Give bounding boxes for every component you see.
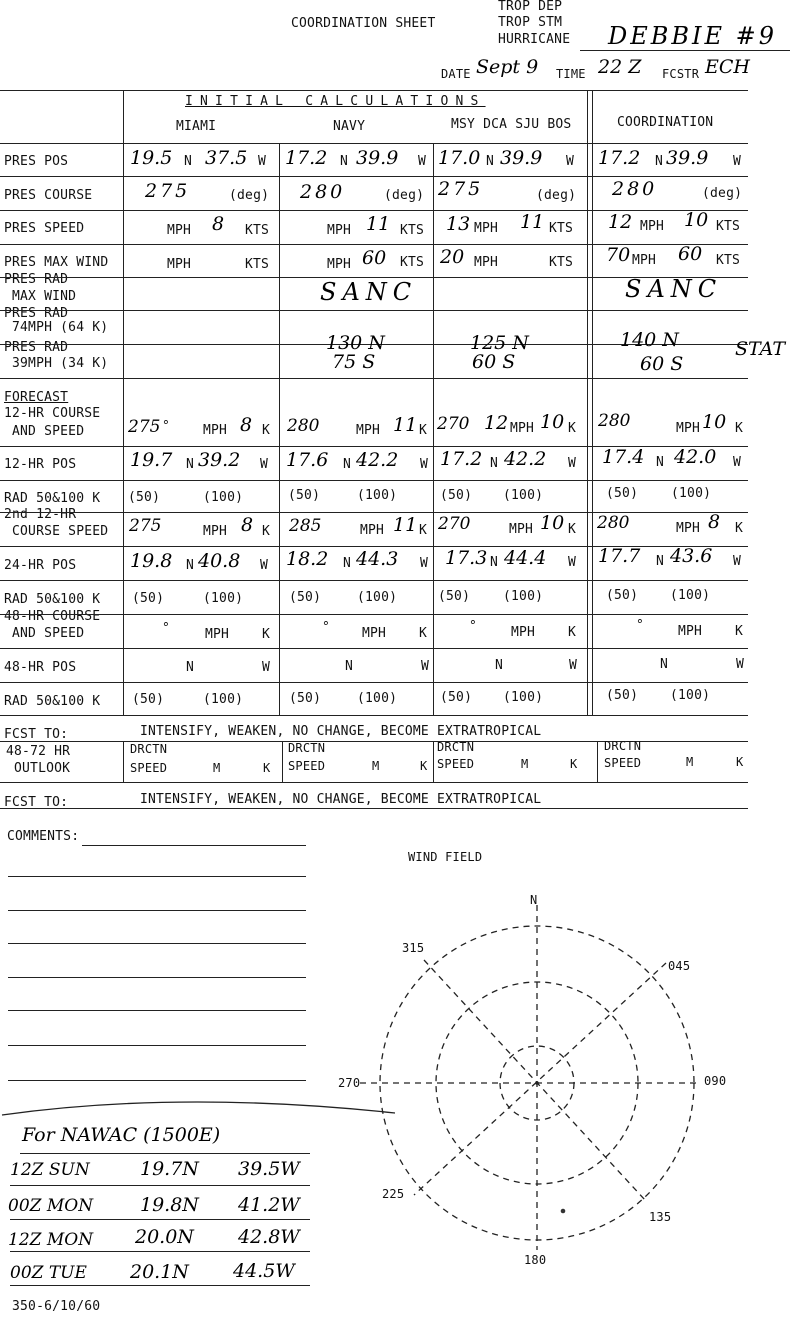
m-label: M (372, 759, 380, 773)
w-label: W (569, 658, 578, 673)
miami-pos24-lat: 19.8 (130, 550, 173, 572)
mph-label: MPH (511, 625, 536, 640)
row-pres-course: PRES COURSE (4, 188, 93, 203)
deg-label: (deg) (384, 188, 425, 203)
axis-315-135 (424, 960, 645, 1200)
n-label: N (486, 154, 495, 169)
wind-045-label: 045 (668, 959, 691, 973)
speed-label: SPEED (437, 757, 475, 771)
sheet-title: COORDINATION SHEET (291, 16, 436, 31)
r100-label: (100) (671, 486, 712, 501)
row-rad50-a: RAD 50&100 K (4, 491, 101, 506)
w-label: W (733, 455, 742, 470)
speed-label: SPEED (130, 761, 168, 775)
k-label: K (262, 524, 271, 539)
form-id: 350-6/10/60 (12, 1299, 101, 1314)
k-label: K (570, 757, 578, 771)
note-title: For NAWAC (1500E) (22, 1124, 221, 1146)
w-label: W (421, 659, 430, 674)
time-value: 22 Z (598, 56, 642, 78)
wind-135-label: 135 (649, 1210, 672, 1224)
r100-label: (100) (503, 488, 544, 503)
kts-label: KTS (400, 255, 425, 270)
r50-label: (50) (132, 692, 165, 707)
w-label: W (733, 154, 742, 169)
r100-label: (100) (203, 490, 244, 505)
comments-label: COMMENTS: (7, 829, 80, 844)
navy-c2nd: 285 (289, 516, 322, 536)
r100-label: (100) (670, 588, 711, 603)
fcst-options-2: INTENSIFY, WEAKEN, NO CHANGE, BECOME EXTRATROPICAL (140, 792, 542, 807)
mph-label: MPH (474, 221, 499, 236)
coord-pos-lat: 17.2 (598, 147, 641, 169)
n-label: N (490, 555, 499, 570)
drctn-label: DRCTN (130, 742, 168, 756)
kts-label: KTS (549, 221, 574, 236)
miami-pos12-lon: 39.2 (198, 449, 241, 471)
k-label: K (568, 625, 577, 640)
mph-label: MPH (676, 521, 701, 536)
degree-label: ° (469, 619, 478, 634)
msy-pos12-lat: 17.2 (440, 448, 483, 470)
n-label: N (186, 457, 195, 472)
w-label: W (420, 457, 429, 472)
r100-label: (100) (203, 591, 244, 606)
note-lat-2: 19.8N (140, 1194, 199, 1216)
kts-label: KTS (245, 257, 270, 272)
r50-label: (50) (289, 691, 322, 706)
n-label: N (495, 658, 504, 673)
n-label: N (343, 457, 352, 472)
kts-label: KTS (549, 255, 574, 270)
n-label: N (656, 455, 665, 470)
navy-rad39-a: 130 N (326, 332, 385, 354)
msy-course: 275 (438, 178, 484, 200)
fcstr-value: ECH (705, 56, 750, 78)
msy-pos-lat: 17.0 (438, 147, 481, 169)
miami-pos-lat: 19.5 (130, 147, 173, 169)
wind-180-label: 180 (524, 1253, 547, 1267)
mph-label: MPH (327, 223, 352, 238)
drctn-label: DRCTN (604, 739, 642, 753)
navy-rad-max: SANC (320, 278, 418, 306)
n-label: N (343, 556, 352, 571)
k-label: K (420, 759, 428, 773)
row-pres-max-wind: PRES MAX WIND (4, 255, 109, 270)
coord-c2nd-k: 8 (708, 511, 721, 533)
row-fcst-to: FCST TO: (4, 727, 69, 742)
note-lon-3: 42.8W (238, 1226, 300, 1248)
navy-pos12-lon: 42.2 (356, 449, 399, 471)
row-2nd-12hr: 2nd 12-HR (4, 507, 77, 522)
k-label: K (419, 523, 428, 538)
plot-dot (561, 1209, 566, 1214)
w-label: W (262, 660, 271, 675)
note-time-2: 00Z MON (8, 1196, 94, 1216)
navy-max-kts: 60 (362, 247, 387, 269)
r50-label: (50) (288, 488, 321, 503)
k-label: K (735, 521, 744, 536)
r50-label: (50) (128, 490, 161, 505)
coord-rad39-a: 140 N (620, 329, 679, 351)
w-label: W (418, 154, 427, 169)
mph-label: MPH (167, 257, 192, 272)
k-label: K (262, 423, 271, 438)
r100-label: (100) (670, 688, 711, 703)
row-outlook: 48-72 HR (6, 744, 71, 759)
speed-label: SPEED (604, 756, 642, 770)
miami-pos-lon: 37.5 (205, 147, 248, 169)
coord-c2nd: 280 (597, 513, 630, 533)
row-course-speed: COURSE SPEED (12, 524, 109, 539)
r50-label: (50) (606, 688, 639, 703)
msy-c12: 270 (437, 414, 470, 434)
navy-c12: 280 (287, 416, 320, 436)
r100-label: (100) (357, 691, 398, 706)
wind-field-title: WIND FIELD (408, 850, 483, 864)
kts-label: KTS (716, 253, 741, 268)
miami-pos12-lat: 19.7 (130, 449, 173, 471)
kts-label: KTS (245, 223, 270, 238)
fcstr-label: FCSTR (662, 67, 700, 81)
degree-label: ° (162, 621, 171, 636)
msy-pos12-lon: 42.2 (504, 448, 547, 470)
col-msy: MSY DCA SJU BOS (451, 117, 572, 132)
coord-c12: 280 (598, 411, 631, 431)
row-pres-rad-74-2: 74MPH (64 K) (12, 320, 109, 335)
col-coordination: COORDINATION (617, 115, 714, 130)
row-fcst-to-2: FCST TO: (4, 795, 69, 810)
coord-rad39-b: 60 S (640, 353, 684, 375)
msy-rad39-b: 60 S (472, 351, 516, 373)
miami-pos24-lon: 40.8 (198, 550, 241, 572)
row-12hr-pos: 12-HR POS (4, 457, 77, 472)
m-label: M (521, 757, 529, 771)
r50-label: (50) (438, 589, 471, 604)
wind-225-label: 225 (382, 1187, 405, 1201)
miami-speed-kts: 8 (212, 213, 225, 235)
time-label: TIME (556, 67, 586, 81)
w-label: W (260, 457, 269, 472)
coord-pos12-lon: 42.0 (674, 446, 717, 468)
coord-pos12-lat: 17.4 (602, 446, 645, 468)
note-lat-4: 20.1N (130, 1261, 189, 1283)
w-label: W (260, 558, 269, 573)
degree-label: ° (322, 620, 331, 635)
coord-max-kts: 60 (678, 243, 703, 265)
row-outlook-2: OUTLOOK (14, 761, 71, 776)
r50-label: (50) (440, 488, 473, 503)
mph-label: MPH (362, 626, 387, 641)
w-label: W (258, 154, 267, 169)
row-pres-rad-max-wind-2: MAX WIND (12, 289, 77, 304)
navy-pos-lon: 39.9 (356, 147, 399, 169)
navy-course: 280 (300, 181, 346, 203)
drctn-label: DRCTN (437, 740, 475, 754)
note-time-1: 12Z SUN (10, 1160, 90, 1180)
row-forecast: FORECAST (4, 390, 69, 405)
k-label: K (736, 755, 744, 769)
deg-label: (deg) (536, 188, 577, 203)
r100-label: (100) (203, 692, 244, 707)
mph-label: MPH (474, 255, 499, 270)
coord-rad39-note: STAT (735, 338, 786, 360)
initial-calculations-title: INITIAL CALCULATIONS (185, 94, 486, 109)
n-label: N (490, 456, 499, 471)
row-pres-rad-39-2: 39MPH (34 K) (12, 356, 109, 371)
n-label: N (345, 659, 354, 674)
r50-label: (50) (289, 590, 322, 605)
deg-label: (deg) (702, 186, 743, 201)
type-trop-stm: TROP STM (498, 15, 563, 30)
m-label: M (213, 761, 221, 775)
note-lat-1: 19.7N (140, 1158, 199, 1180)
wind-270-label: 270 (338, 1076, 361, 1090)
k-label: K (419, 423, 428, 438)
coord-c12-k: 10 (702, 411, 727, 433)
k-label: K (735, 421, 744, 436)
n-label: N (655, 154, 664, 169)
k-label: K (568, 522, 577, 537)
k-label: K (419, 626, 428, 641)
row-rad50-c: RAD 50&100 K (4, 694, 101, 709)
navy-pos-lat: 17.2 (285, 147, 328, 169)
type-hurricane: HURRICANE (498, 32, 571, 47)
coord-course: 280 (612, 178, 658, 200)
w-label: W (733, 554, 742, 569)
m-label: M (686, 755, 694, 769)
k-label: K (735, 624, 744, 639)
center-dot (535, 1081, 539, 1085)
navy-pos12-lat: 17.6 (286, 449, 329, 471)
row-pres-rad-39: PRES RAD (4, 340, 69, 355)
coord-max-mph: 70 (606, 244, 631, 266)
note-time-3: 12Z MON (8, 1230, 94, 1250)
miami-course: 275 (145, 180, 191, 202)
r100-label: (100) (357, 590, 398, 605)
msy-c2nd-k: 10 (540, 512, 565, 534)
mph-label: MPH (203, 524, 228, 539)
navy-c2nd-k: 11 (393, 514, 418, 536)
note-lat-3: 20.0N (135, 1226, 194, 1248)
fcst-options: INTENSIFY, WEAKEN, NO CHANGE, BECOME EXTRATROPICAL (140, 724, 542, 739)
note-time-4: 00Z TUE (10, 1263, 87, 1283)
mph-label: MPH (327, 257, 352, 272)
msy-rad39-a: 125 N (470, 332, 529, 354)
miami-c12-k: 8 (240, 414, 253, 436)
w-label: W (566, 154, 575, 169)
row-and-speed: AND SPEED (12, 424, 85, 439)
r50-label: (50) (606, 588, 639, 603)
w-label: W (568, 456, 577, 471)
wind-n-label: N (530, 893, 538, 907)
kts-label: KTS (716, 219, 741, 234)
msy-speed-kts: 11 (520, 211, 545, 233)
navy-c12-k: 11 (393, 414, 418, 436)
storm-name: DEBBIE #9 (608, 22, 778, 50)
degree-label: ° (636, 618, 645, 633)
miami-c12: 275 (128, 417, 161, 437)
row-pres-rad-74: PRES RAD (4, 306, 69, 321)
col-navy: NAVY (333, 119, 366, 134)
type-trop-dep: TROP DEP (498, 0, 563, 14)
wind-090-label: 090 (704, 1074, 727, 1088)
r100-label: (100) (503, 690, 544, 705)
note-lon-4: 44.5W (233, 1260, 295, 1282)
mph-label: MPH (510, 421, 535, 436)
miami-c2nd: 275 (129, 516, 162, 536)
mph-label: MPH (360, 523, 385, 538)
k-label: K (263, 761, 271, 775)
row-rad50-b: RAD 50&100 K (4, 592, 101, 607)
row-pres-pos: PRES POS (4, 154, 69, 169)
wind-315-label: 315 (402, 941, 425, 955)
row-12hr-course: 12-HR COURSE (4, 406, 101, 421)
msy-max-mph: 20 (440, 246, 465, 268)
kts-label: KTS (400, 223, 425, 238)
mph-label: MPH (167, 223, 192, 238)
navy-rad39-b: 75 S (332, 351, 376, 373)
r50-label: (50) (440, 690, 473, 705)
note-lon-1: 39.5W (238, 1158, 300, 1180)
n-label: N (340, 154, 349, 169)
date-value: Sept 9 (476, 56, 539, 78)
row-pres-rad-max-wind: PRES RAD (4, 272, 69, 287)
mph-label: MPH (205, 627, 230, 642)
w-label: W (736, 657, 745, 672)
msy-speed-mph: 13 (446, 213, 471, 235)
r100-label: (100) (503, 589, 544, 604)
n-label: N (660, 657, 669, 672)
k-label: K (568, 421, 577, 436)
col-miami: MIAMI (176, 119, 217, 134)
msy-c12-k: 10 (540, 411, 565, 433)
note-lon-2: 41.2W (238, 1194, 300, 1216)
coord-rad-max: SANC (625, 275, 723, 303)
w-label: W (568, 555, 577, 570)
navy-pos24-lat: 18.2 (286, 548, 329, 570)
degree-label: ° (162, 419, 171, 434)
date-label: DATE (441, 67, 471, 81)
axis-045-225 (414, 963, 666, 1195)
drctn-label: DRCTN (288, 741, 326, 755)
r100-label: (100) (357, 488, 398, 503)
row-24hr-pos: 24-HR POS (4, 558, 77, 573)
deg-label: (deg) (229, 188, 270, 203)
coord-speed-mph: 12 (608, 211, 633, 233)
w-label: W (420, 556, 429, 571)
mph-label: MPH (678, 624, 703, 639)
k-label: K (262, 627, 271, 642)
msy-pos-lon: 39.9 (500, 147, 543, 169)
r50-label: (50) (132, 591, 165, 606)
row-48hr-and-speed: AND SPEED (12, 626, 85, 641)
mph-label: MPH (356, 423, 381, 438)
comments-divider-curve (2, 1102, 395, 1115)
row-pres-speed: PRES SPEED (4, 221, 85, 236)
coord-speed-kts: 10 (684, 209, 709, 231)
msy-pos24-lat: 17.3 (445, 547, 488, 569)
navy-speed-kts: 11 (366, 213, 391, 235)
r50-label: (50) (606, 486, 639, 501)
msy-c12-mph: 12 (484, 412, 509, 434)
speed-label: SPEED (288, 759, 326, 773)
n-label: N (186, 558, 195, 573)
coord-pos-lon: 39.9 (666, 147, 709, 169)
mph-label: MPH (632, 253, 657, 268)
n-label: N (184, 154, 193, 169)
mph-label: MPH (509, 522, 534, 537)
mph-label: MPH (676, 421, 701, 436)
msy-c2nd: 270 (438, 514, 471, 534)
n-label: N (186, 660, 195, 675)
row-48hr-pos: 48-HR POS (4, 660, 77, 675)
n-label: N (656, 554, 665, 569)
msy-pos24-lon: 44.4 (504, 547, 547, 569)
coord-pos24-lat: 17.7 (598, 545, 641, 567)
navy-pos24-lon: 44.3 (356, 548, 399, 570)
miami-c2nd-k: 8 (241, 514, 254, 536)
mph-label: MPH (203, 423, 228, 438)
coord-pos24-lon: 43.6 (670, 545, 713, 567)
row-48hr-course: 48-HR COURSE (4, 609, 101, 624)
mph-label: MPH (640, 219, 665, 234)
